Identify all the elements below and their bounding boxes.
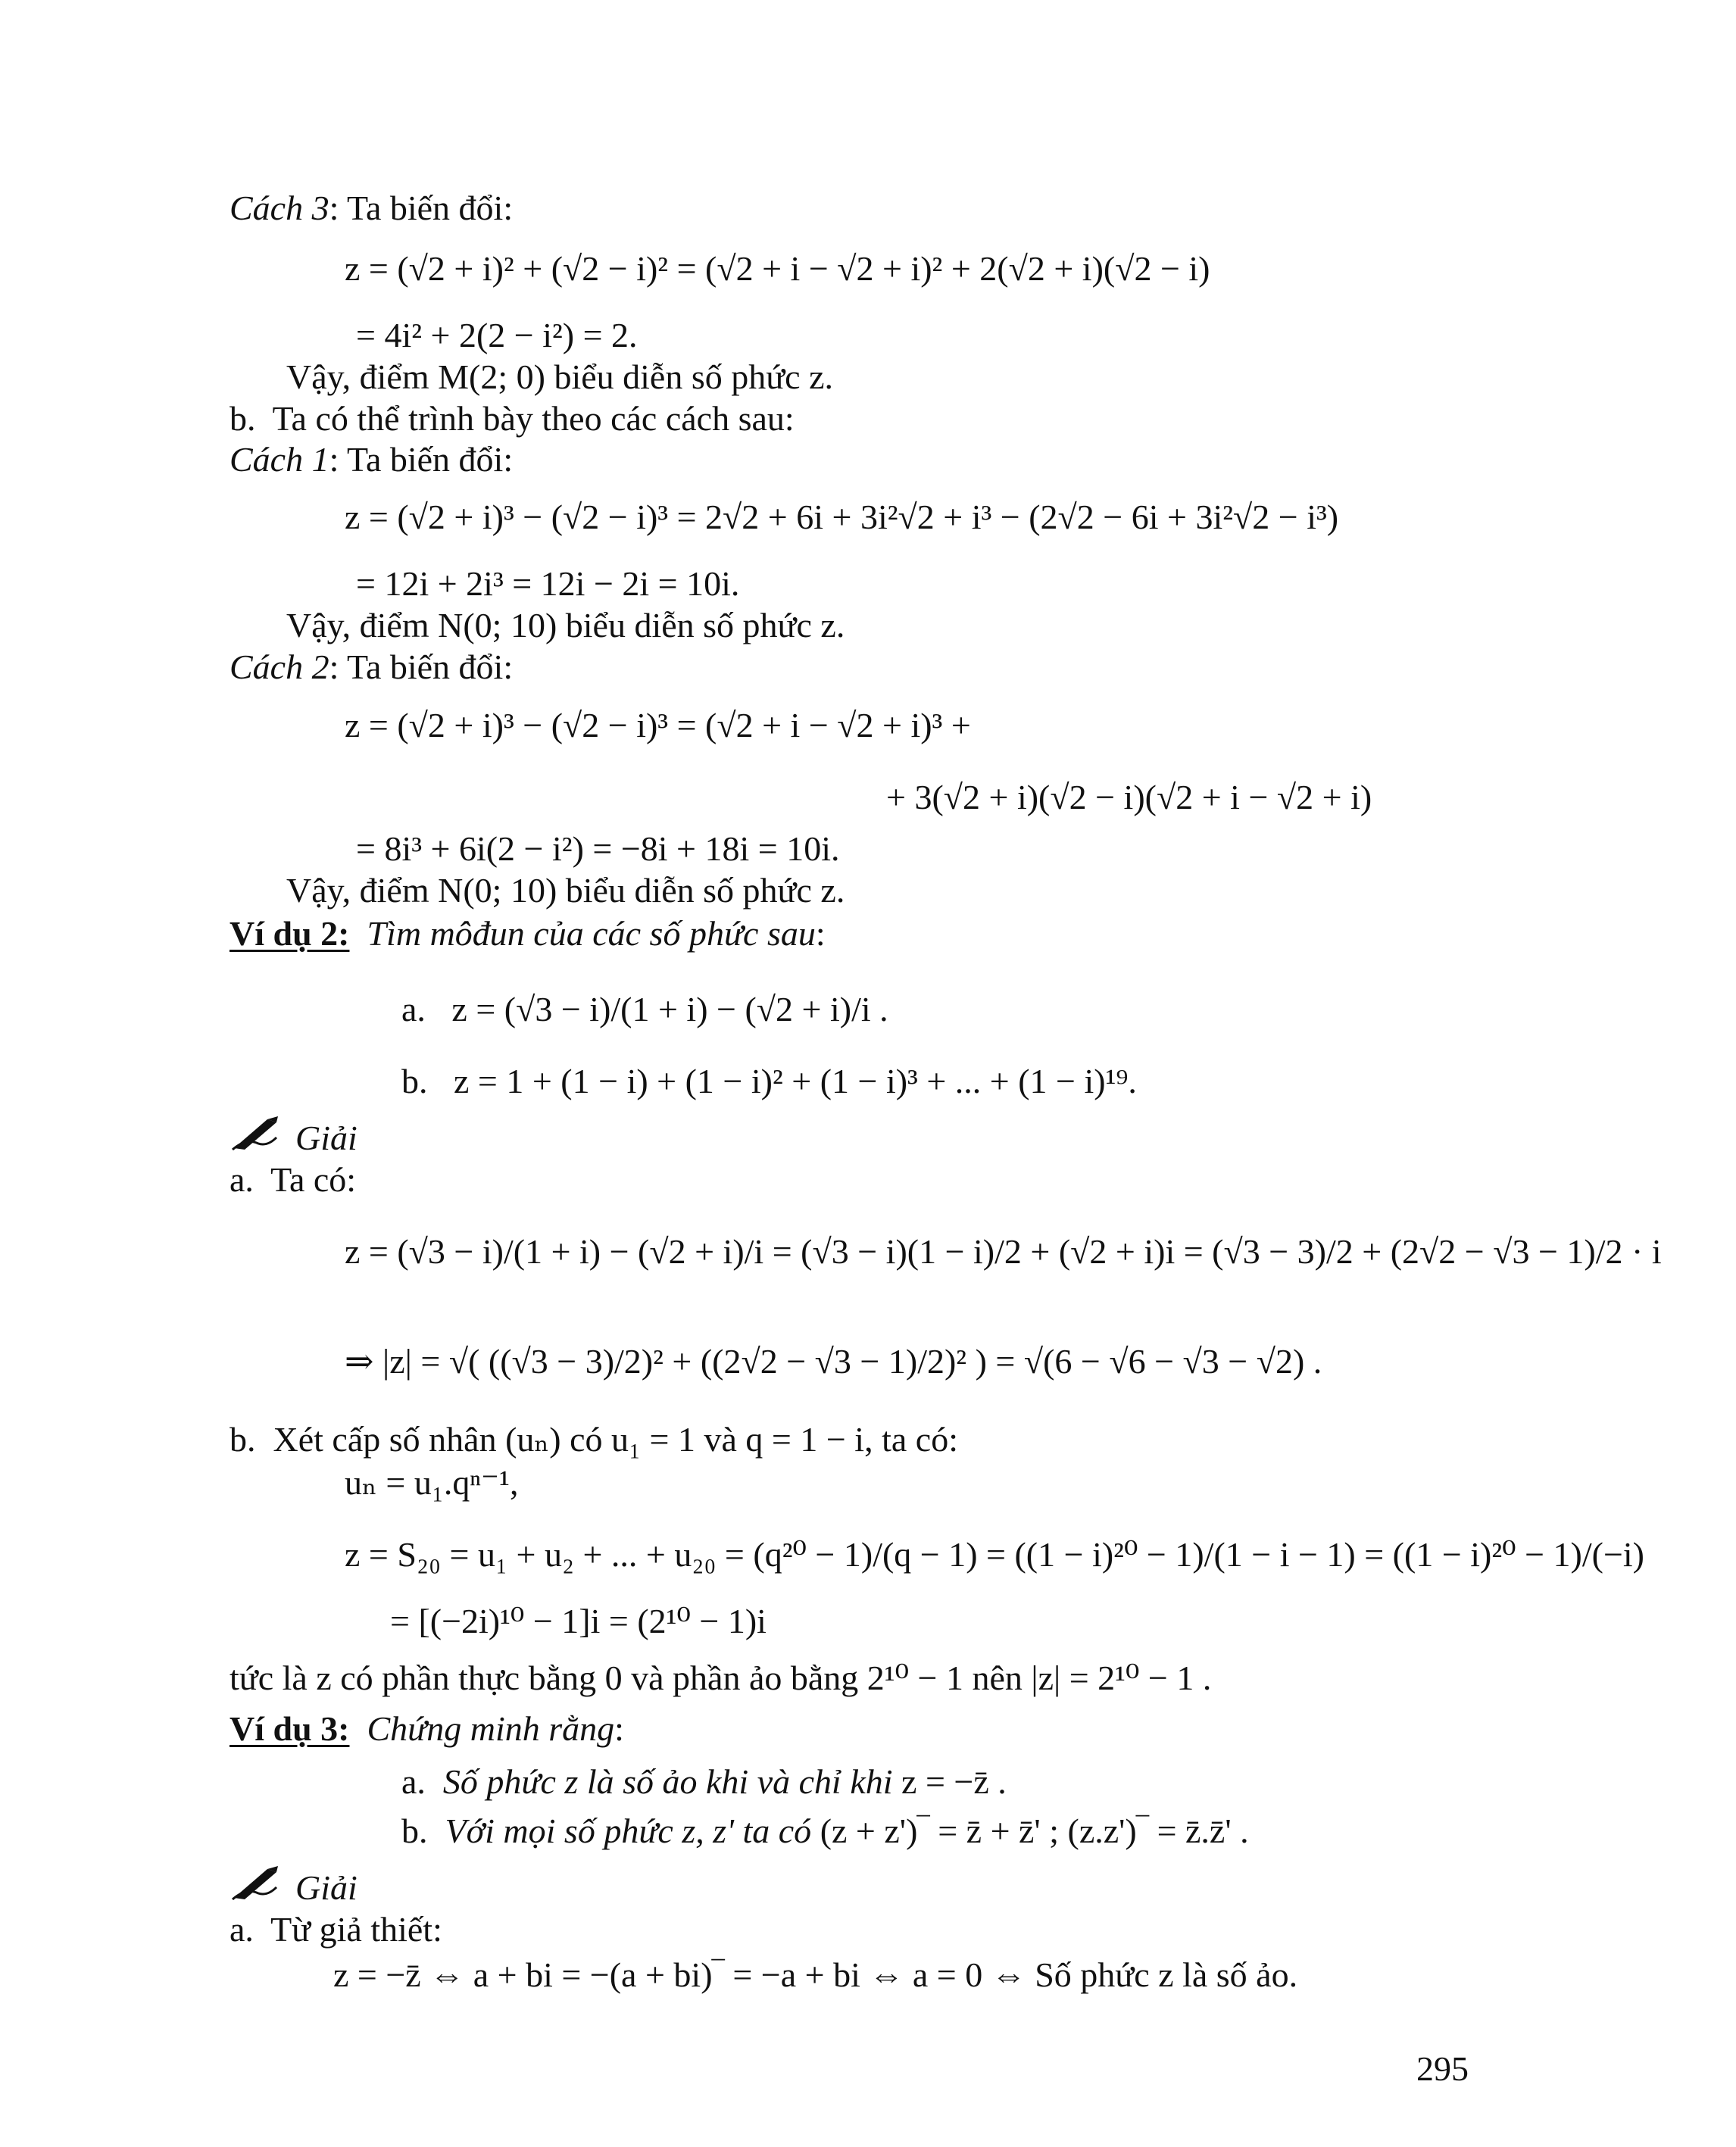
text-segment: b. [401, 1812, 445, 1850]
text-segment: z = −z̄ ⇔ a + bi = −(a + bi)‾ = −a + bi ⇔ a = 0 ⇔ Số phức z là số ảo. [333, 1955, 1298, 1994]
text-segment: a. Ta có: [229, 1160, 357, 1199]
text-line [295, 1868, 358, 1907]
text-line [401, 1064, 1137, 1099]
text-line [886, 780, 1372, 815]
text-segment: = 8i³ + 6i(2 − i²) = −8i + 18i = 10i. [356, 829, 840, 868]
text-line [345, 251, 1210, 286]
text-line [229, 401, 795, 436]
text-line [345, 708, 971, 743]
text-line [229, 191, 513, 226]
italic-text: Với mọi số phức z, z' ta có [445, 1812, 812, 1850]
text-segment: ⇒ |z| = √( ((√3 − 3)/2)² + ((2√2 − √3 − 1)/2)² ) = √(6 − √6 − √3 − √2) . [345, 1342, 1322, 1381]
italic-text: Cách 1 [229, 440, 329, 479]
text-segment: b. z = 1 + (1 − i) + (1 − i)² + (1 − i)³ + ... + (1 − i)¹⁹. [401, 1062, 1137, 1100]
text-line [333, 1955, 1298, 1994]
text-line [401, 992, 888, 1027]
text-line [345, 1537, 1644, 1572]
text-line [401, 1762, 1007, 1801]
page-number: 295 [1416, 2049, 1469, 2088]
text-line [229, 442, 513, 477]
text-line [356, 318, 638, 353]
text-segment: uₙ = u₁.qⁿ⁻¹, [345, 1463, 519, 1502]
text-line [401, 1814, 1249, 1849]
text-line [229, 1422, 958, 1457]
text-segment: a. [401, 1762, 443, 1801]
italic-text: Cách 3 [229, 189, 329, 227]
text-line [229, 650, 513, 685]
text-segment: z = (√2 + i)² + (√2 − i)² = (√2 + i − √2 + i)² + 2(√2 + i)(√2 − i) [345, 249, 1210, 288]
text-segment: z = S₂₀ = u₁ + u₂ + ... + u₂₀ = (q²⁰ − 1)/(q − 1) = ((1 − i)²⁰ − 1)/(1 − i − 1) = ((1 − i)²⁰ − 1)/(−i) [345, 1535, 1644, 1574]
text-segment: b. Xét cấp số nhân (uₙ) có u₁ = 1 và q = 1 − i, ta có: [229, 1420, 958, 1459]
text-line [286, 608, 845, 643]
text-line [345, 500, 1338, 535]
italic-text: Số phức z là số ảo khi và chỉ khi [442, 1762, 893, 1801]
pen-icon [231, 1865, 284, 1901]
italic-text: Giải [295, 1868, 358, 1907]
italic-text: Giải [295, 1119, 358, 1157]
text-segment: a. z = (√3 − i)/(1 + i) − (√2 + i)/i . [401, 990, 888, 1028]
text-segment: tức là z có phần thực bằng 0 và phần ảo bằng 2¹⁰ − 1 nên |z| = 2¹⁰ − 1 . [229, 1659, 1212, 1697]
text-line [286, 873, 845, 908]
text-line [286, 357, 834, 396]
text-segment: Vậy, điểm N(0; 10) biểu diễn số phức z. [286, 606, 845, 644]
example-heading: Ví dụ 3: [229, 1709, 350, 1748]
italic-text: Chứng minh rằng [367, 1709, 615, 1748]
text-line [295, 1121, 358, 1156]
text-segment: b. Ta có thể trình bày theo các cách sau: [229, 399, 795, 438]
text-segment: Vậy, điểm N(0; 10) biểu diễn số phức z. [286, 871, 845, 910]
text-segment: (z + z')‾ = z̄ + z̄' ; (z.z')‾ = z̄.z̄' . [811, 1812, 1249, 1850]
text-segment: : [815, 914, 826, 953]
text-line [229, 1162, 356, 1197]
text-segment: Vậy, điểm M(2; 0) biểu diễn số phức z. [286, 357, 834, 396]
text-segment [349, 1709, 367, 1748]
text-line [345, 1344, 1322, 1379]
text-segment: = 12i + 2i³ = 12i − 2i = 10i. [356, 564, 740, 603]
text-line [356, 566, 739, 601]
text-segment: z = −z̄ . [892, 1762, 1007, 1801]
text-segment: z = (√2 + i)³ − (√2 − i)³ = 2√2 + 6i + 3i²√2 + i³ − (2√2 − 6i + 3i²√2 − i³) [345, 498, 1339, 536]
text-line [390, 1604, 767, 1639]
text-segment: a. Từ giả thiết: [229, 1910, 442, 1949]
text-segment: : [614, 1709, 624, 1748]
text-segment: : Ta biến đổi: [329, 440, 514, 479]
italic-text: Cách 2 [229, 648, 329, 686]
text-line [229, 916, 826, 951]
pen-icon [231, 1115, 284, 1151]
text-segment: = [(−2i)¹⁰ − 1]i = (2¹⁰ − 1)i [390, 1602, 767, 1640]
text-segment: z = (√2 + i)³ − (√2 − i)³ = (√2 + i − √2 + i)³ + [345, 706, 971, 744]
text-segment: + 3(√2 + i)(√2 − i)(√2 + i − √2 + i) [886, 778, 1372, 816]
text-segment: z = (√3 − i)/(1 + i) − (√2 + i)/i = (√3 − i)(1 − i)/2 + (√2 + i)i = (√3 − 3)/2 + (2√2 − √3 − 1)/2 · i [345, 1232, 1662, 1271]
text-segment: : Ta biến đổi: [329, 648, 514, 686]
example-heading: Ví dụ 2: [229, 914, 350, 953]
text-line [229, 1709, 624, 1748]
text-line [345, 1465, 518, 1500]
text-line [345, 1234, 1662, 1269]
text-line [229, 1661, 1211, 1696]
text-line [229, 1912, 442, 1947]
text-line [356, 829, 840, 868]
italic-text: Tìm môđun của các số phức sau [367, 914, 816, 953]
text-segment [349, 914, 367, 953]
text-segment: = 4i² + 2(2 − i²) = 2. [356, 316, 638, 354]
text-segment: : Ta biến đổi: [329, 189, 514, 227]
